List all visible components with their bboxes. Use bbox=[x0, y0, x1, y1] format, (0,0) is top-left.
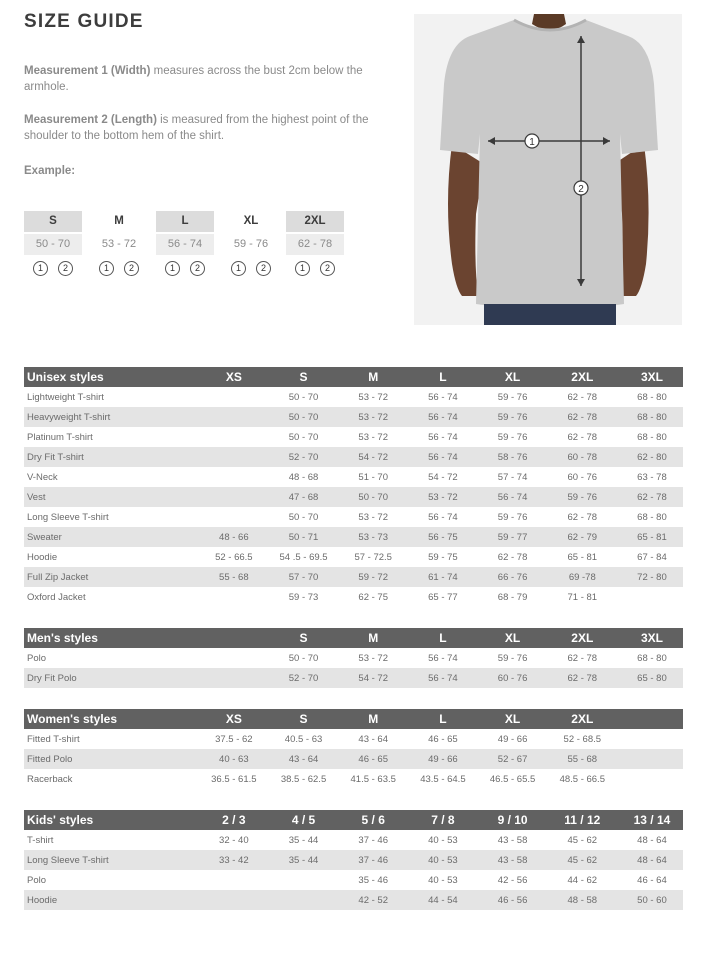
size-range-cell: 59 - 76 bbox=[497, 511, 528, 523]
size-range-cell: 53 - 72 bbox=[358, 511, 388, 523]
example-size-range: 53 - 72 bbox=[101, 238, 137, 250]
size-range-cell: 48 - 58 bbox=[567, 894, 598, 906]
example-size-label: XL bbox=[243, 215, 259, 227]
column-header: M bbox=[368, 631, 379, 645]
size-range-cell: 60 - 78 bbox=[567, 451, 598, 463]
table-row bbox=[24, 729, 683, 749]
column-header: 4 / 5 bbox=[291, 813, 316, 827]
circled-number-icon: 2 bbox=[256, 261, 271, 276]
measurement-1-text: measures across the bust 2cm below the armhole. bbox=[24, 65, 363, 93]
style-name: T-shirt bbox=[27, 834, 54, 846]
size-range-cell: 48 - 64 bbox=[637, 854, 667, 866]
style-name: Hoodie bbox=[27, 551, 58, 563]
style-name: Fitted Polo bbox=[27, 753, 73, 765]
size-range-cell: 32 - 40 bbox=[219, 834, 249, 846]
size-range-cell: 50 - 70 bbox=[288, 391, 319, 403]
example-size-range: 62 - 78 bbox=[286, 234, 344, 255]
style-name: Lightweight T-shirt bbox=[27, 391, 104, 403]
size-range-cell: 56 - 74 bbox=[428, 511, 458, 523]
example-size-4 bbox=[286, 211, 344, 281]
size-range-cell: 43 - 64 bbox=[358, 733, 388, 745]
size-range-cell: 59 - 72 bbox=[358, 571, 388, 583]
size-range-cell: 62 - 80 bbox=[637, 451, 667, 463]
size-range-cell: 33 - 42 bbox=[219, 854, 249, 866]
style-name: Heavyweight T-shirt bbox=[27, 411, 111, 423]
size-range-cell: 65 - 77 bbox=[428, 591, 458, 603]
size-range-cell: 43.5 - 64.5 bbox=[420, 773, 466, 785]
size-range-cell: 58 - 76 bbox=[497, 451, 528, 463]
example-size-2 bbox=[156, 211, 214, 281]
size-range-cell: 36.5 - 61.5 bbox=[211, 773, 257, 785]
size-range-cell: 59 - 76 bbox=[567, 491, 598, 503]
column-header: 9 / 10 bbox=[497, 813, 528, 827]
size-range-cell: 65 - 81 bbox=[637, 531, 667, 543]
measurement-icons bbox=[90, 261, 148, 281]
size-range-cell: 43 - 64 bbox=[288, 753, 319, 765]
table-row bbox=[24, 407, 683, 427]
table-row bbox=[24, 567, 683, 587]
size-range-cell: 49 - 66 bbox=[428, 753, 458, 765]
size-range-cell: 62 - 78 bbox=[567, 431, 598, 443]
table-row bbox=[24, 527, 683, 547]
size-table bbox=[24, 810, 683, 910]
example-size-0 bbox=[24, 211, 82, 281]
size-range-cell: 47 - 68 bbox=[288, 491, 319, 503]
measurement-2-label: Measurement 2 (Length) bbox=[24, 114, 157, 126]
size-range-cell: 46.5 - 65.5 bbox=[489, 773, 536, 785]
size-range-cell: 53 - 72 bbox=[358, 391, 388, 403]
size-range-cell: 57 - 72.5 bbox=[354, 551, 392, 563]
table-row bbox=[24, 447, 683, 467]
size-range-cell: 37.5 - 62 bbox=[215, 733, 253, 745]
example-size-label: M bbox=[114, 215, 124, 227]
size-range-cell: 65 - 81 bbox=[567, 551, 598, 563]
style-name: Dry Fit Polo bbox=[27, 672, 77, 684]
column-header: S bbox=[299, 631, 308, 645]
size-range-cell: 59 - 76 bbox=[497, 411, 528, 423]
size-range-cell: 59 - 76 bbox=[497, 391, 528, 403]
size-range-cell: 38.5 - 62.5 bbox=[280, 773, 327, 785]
size-range-cell: 40 - 63 bbox=[219, 753, 249, 765]
size-range-cell: 54 - 72 bbox=[358, 672, 388, 684]
style-name: Fitted T-shirt bbox=[27, 733, 80, 745]
style-name: Polo bbox=[27, 874, 47, 886]
size-range-cell: 62 - 78 bbox=[567, 391, 598, 403]
table-title: Unisex styles bbox=[27, 370, 104, 384]
size-range-cell: 50 - 70 bbox=[288, 652, 319, 664]
style-name: Sweater bbox=[27, 531, 62, 543]
size-range-cell: 43 - 58 bbox=[497, 834, 528, 846]
size-range-cell: 35 - 46 bbox=[358, 874, 388, 886]
size-range-cell: 54 - 72 bbox=[428, 471, 458, 483]
size-range-cell: 68 - 80 bbox=[637, 391, 667, 403]
column-header: 13 / 14 bbox=[633, 813, 671, 827]
size-range-cell: 56 - 75 bbox=[428, 531, 458, 543]
circled-number-icon: 2 bbox=[124, 261, 139, 276]
column-header: S bbox=[299, 712, 308, 726]
size-range-cell: 52 - 70 bbox=[288, 672, 319, 684]
size-range-cell: 60 - 76 bbox=[497, 672, 528, 684]
measurement-1-description bbox=[24, 63, 394, 95]
column-header: 5 / 6 bbox=[361, 813, 385, 827]
example-size-range: 50 - 70 bbox=[24, 234, 82, 255]
size-range-cell: 42 - 56 bbox=[497, 874, 528, 886]
tshirt-model-photo bbox=[414, 14, 682, 325]
size-table bbox=[24, 628, 683, 688]
measurement-icons bbox=[156, 261, 214, 281]
size-range-cell: 46 - 65 bbox=[428, 733, 458, 745]
example-label: Example: bbox=[24, 165, 76, 177]
column-header: 2XL bbox=[571, 712, 594, 726]
size-range-cell: 37 - 46 bbox=[358, 854, 388, 866]
table-row bbox=[24, 467, 683, 487]
size-range-cell: 62 - 78 bbox=[567, 511, 598, 523]
table-header bbox=[24, 367, 683, 387]
table-header bbox=[24, 810, 683, 830]
size-range-cell: 59 - 73 bbox=[288, 591, 319, 603]
column-header: XL bbox=[504, 712, 521, 726]
table-title: Women's styles bbox=[27, 712, 117, 726]
circled-number-icon: 1 bbox=[99, 261, 114, 276]
size-range-cell: 66 - 76 bbox=[497, 571, 528, 583]
size-range-cell: 52 - 68.5 bbox=[563, 733, 602, 745]
table-row bbox=[24, 648, 683, 668]
column-header: S bbox=[299, 370, 308, 384]
size-range-cell: 57 - 70 bbox=[288, 571, 319, 583]
column-header: 2 / 3 bbox=[222, 813, 246, 827]
size-range-cell: 60 - 76 bbox=[567, 471, 598, 483]
style-name: Oxford Jacket bbox=[27, 591, 86, 603]
size-range-cell: 35 - 44 bbox=[288, 854, 319, 866]
example-size-label: 2XL bbox=[286, 211, 344, 232]
size-range-cell: 52 - 67 bbox=[497, 753, 528, 765]
measurement-1-label: Measurement 1 (Width) bbox=[24, 65, 151, 77]
circled-number-icon: 2 bbox=[58, 261, 73, 276]
size-range-cell: 62 - 75 bbox=[358, 591, 388, 603]
size-range-cell: 56 - 74 bbox=[497, 491, 528, 503]
size-range-cell: 62 - 78 bbox=[567, 672, 598, 684]
table-row bbox=[24, 830, 683, 850]
size-range-cell: 55 - 68 bbox=[567, 753, 598, 765]
style-name: Platinum T-shirt bbox=[27, 431, 93, 443]
size-range-cell: 59 - 76 bbox=[497, 652, 528, 664]
size-range-cell: 62 - 78 bbox=[637, 491, 667, 503]
size-range-cell: 71 - 81 bbox=[567, 591, 598, 603]
size-range-cell: 40 - 53 bbox=[428, 874, 458, 886]
photo-marker-1: 1 bbox=[529, 137, 535, 148]
style-name: Dry Fit T-shirt bbox=[27, 451, 84, 463]
size-range-cell: 48 - 68 bbox=[288, 471, 319, 483]
size-range-cell: 62 - 78 bbox=[567, 411, 598, 423]
example-size-label: S bbox=[24, 211, 82, 232]
size-range-cell: 40 - 53 bbox=[428, 834, 458, 846]
size-range-cell: 53 - 72 bbox=[358, 431, 388, 443]
style-name: Vest bbox=[27, 491, 46, 503]
column-header: 7 / 8 bbox=[431, 813, 455, 827]
example-size-1 bbox=[90, 211, 148, 281]
column-header: L bbox=[439, 631, 447, 645]
table-row bbox=[24, 427, 683, 447]
size-range-cell: 40.5 - 63 bbox=[284, 733, 323, 745]
table-row bbox=[24, 668, 683, 688]
style-name: Polo bbox=[27, 652, 47, 664]
size-range-cell: 57 - 74 bbox=[497, 471, 528, 483]
style-name: Long Sleeve T-shirt bbox=[27, 511, 109, 523]
circled-number-icon: 1 bbox=[33, 261, 48, 276]
size-range-cell: 68 - 80 bbox=[637, 411, 667, 423]
style-name: Long Sleeve T-shirt bbox=[27, 854, 109, 866]
size-range-cell: 45 - 62 bbox=[567, 854, 598, 866]
measurement-2-text: is measured from the highest point of the shoulder to the bottom hem of the shirt. bbox=[24, 114, 369, 142]
circled-number-icon: 2 bbox=[320, 261, 335, 276]
size-range-cell: 46 - 56 bbox=[497, 894, 528, 906]
size-range-cell: 52 - 70 bbox=[288, 451, 319, 463]
size-range-cell: 37 - 46 bbox=[358, 834, 388, 846]
circled-number-icon: 1 bbox=[165, 261, 180, 276]
column-header: M bbox=[368, 712, 379, 726]
table-row bbox=[24, 547, 683, 567]
style-name: V-Neck bbox=[27, 471, 58, 483]
size-range-cell: 62 - 78 bbox=[497, 551, 528, 563]
size-range-cell: 46 - 64 bbox=[637, 874, 667, 886]
example-size-range: 56 - 74 bbox=[156, 234, 214, 255]
size-range-cell: 56 - 74 bbox=[428, 652, 458, 664]
column-header: XS bbox=[225, 370, 242, 384]
size-range-cell: 63 - 78 bbox=[637, 471, 667, 483]
size-range-cell: 50 - 70 bbox=[288, 431, 319, 443]
size-range-cell: 55 - 68 bbox=[219, 571, 249, 583]
tshirt-measurement-diagram bbox=[414, 14, 682, 325]
size-range-cell: 49 - 66 bbox=[497, 733, 528, 745]
size-range-cell: 56 - 74 bbox=[428, 431, 458, 443]
column-header: 3XL bbox=[640, 631, 663, 645]
example-size-label: L bbox=[156, 211, 214, 232]
size-range-cell: 53 - 72 bbox=[358, 411, 388, 423]
size-range-cell: 69 -78 bbox=[568, 571, 596, 583]
example-size-range: 59 - 76 bbox=[233, 238, 269, 250]
size-range-cell: 56 - 74 bbox=[428, 391, 458, 403]
size-range-cell: 62 - 79 bbox=[567, 531, 598, 543]
size-range-cell: 44 - 62 bbox=[567, 874, 598, 886]
size-range-cell: 48 - 66 bbox=[219, 531, 249, 543]
size-range-cell: 56 - 74 bbox=[428, 411, 458, 423]
table-row bbox=[24, 870, 683, 890]
column-header: 2XL bbox=[571, 631, 594, 645]
size-range-cell: 62 - 78 bbox=[567, 652, 598, 664]
style-name: Full Zip Jacket bbox=[27, 571, 89, 583]
column-header: 2XL bbox=[571, 370, 594, 384]
size-range-cell: 59 - 77 bbox=[497, 531, 528, 543]
table-row bbox=[24, 749, 683, 769]
circled-number-icon: 1 bbox=[295, 261, 310, 276]
table-header bbox=[24, 709, 683, 729]
measurement-icons bbox=[286, 261, 344, 281]
size-range-cell: 54 .5 - 69.5 bbox=[279, 551, 328, 563]
style-name: Racerback bbox=[27, 773, 73, 785]
measurement-icons bbox=[24, 261, 82, 281]
size-range-cell: 48 - 64 bbox=[637, 834, 667, 846]
size-range-cell: 48.5 - 66.5 bbox=[559, 773, 605, 785]
table-title: Kids' styles bbox=[27, 813, 94, 827]
size-range-cell: 68 - 80 bbox=[637, 511, 667, 523]
size-range-cell: 50 - 71 bbox=[288, 531, 319, 543]
column-header: 11 / 12 bbox=[564, 813, 601, 827]
size-range-cell: 53 - 72 bbox=[428, 491, 458, 503]
size-range-cell: 53 - 73 bbox=[358, 531, 388, 543]
size-range-cell: 35 - 44 bbox=[288, 834, 319, 846]
column-header: XL bbox=[504, 370, 521, 384]
measurement-2-description bbox=[24, 112, 394, 144]
circled-number-icon: 2 bbox=[190, 261, 205, 276]
table-header bbox=[24, 628, 683, 648]
size-range-cell: 61 - 74 bbox=[428, 571, 458, 583]
table-row bbox=[24, 487, 683, 507]
table-row bbox=[24, 890, 683, 910]
size-range-cell: 68 - 79 bbox=[497, 591, 528, 603]
column-header: XS bbox=[225, 712, 242, 726]
column-header: L bbox=[439, 712, 447, 726]
size-range-cell: 65 - 80 bbox=[637, 672, 667, 684]
size-range-cell: 50 - 70 bbox=[358, 491, 388, 503]
size-range-cell: 53 - 72 bbox=[358, 652, 388, 664]
size-table bbox=[24, 367, 683, 607]
size-range-cell: 72 - 80 bbox=[637, 571, 667, 583]
size-range-cell: 51 - 70 bbox=[358, 471, 388, 483]
size-range-cell: 45 - 62 bbox=[567, 834, 598, 846]
example-size-3 bbox=[222, 211, 280, 281]
size-range-cell: 43 - 58 bbox=[497, 854, 528, 866]
size-range-cell: 50 - 70 bbox=[288, 511, 319, 523]
column-header: M bbox=[368, 370, 379, 384]
column-header: 3XL bbox=[640, 370, 663, 384]
size-range-cell: 67 - 84 bbox=[637, 551, 667, 563]
table-row bbox=[24, 387, 683, 407]
size-range-cell: 40 - 53 bbox=[428, 854, 458, 866]
size-range-cell: 41.5 - 63.5 bbox=[350, 773, 396, 785]
circled-number-icon: 1 bbox=[231, 261, 246, 276]
photo-marker-2: 2 bbox=[578, 184, 584, 195]
table-row bbox=[24, 587, 683, 607]
size-range-cell: 56 - 74 bbox=[428, 672, 458, 684]
size-range-cell: 68 - 80 bbox=[637, 431, 667, 443]
size-range-cell: 52 - 66.5 bbox=[215, 551, 253, 563]
column-header: XL bbox=[504, 631, 521, 645]
size-range-cell: 50 - 60 bbox=[637, 894, 667, 906]
size-range-cell: 54 - 72 bbox=[358, 451, 388, 463]
size-range-cell: 50 - 70 bbox=[288, 411, 319, 423]
style-name: Hoodie bbox=[27, 894, 58, 906]
size-range-cell: 56 - 74 bbox=[428, 451, 458, 463]
size-range-cell: 59 - 76 bbox=[497, 431, 528, 443]
size-range-cell: 59 - 75 bbox=[428, 551, 458, 563]
size-table bbox=[24, 709, 683, 789]
table-row bbox=[24, 769, 683, 789]
measurement-icons bbox=[222, 261, 280, 281]
column-header: L bbox=[439, 370, 447, 384]
table-row bbox=[24, 850, 683, 870]
page-title: SIZE GUIDE bbox=[24, 11, 144, 32]
size-range-cell: 46 - 65 bbox=[358, 753, 388, 765]
size-range-cell: 68 - 80 bbox=[637, 652, 667, 664]
table-title: Men's styles bbox=[27, 631, 98, 645]
size-range-cell: 44 - 54 bbox=[428, 894, 458, 906]
size-range-cell: 42 - 52 bbox=[358, 894, 388, 906]
table-row bbox=[24, 507, 683, 527]
